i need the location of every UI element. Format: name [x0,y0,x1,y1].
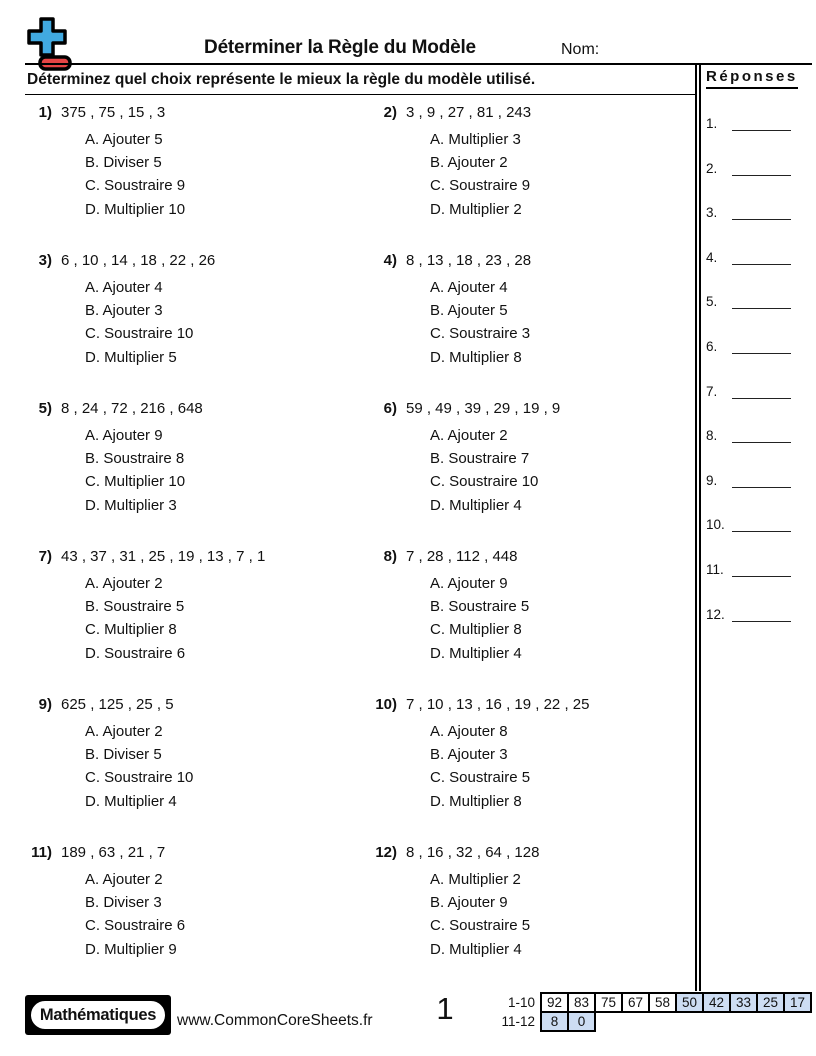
answer-option: C. Soustraire 5 [430,769,531,787]
question-options [430,720,700,813]
answer-slot [706,384,791,399]
question-sequence: 59 , 49 , 39 , 29 , 19 , 9 [406,400,561,417]
answer-number: 5. [706,294,718,310]
answer-option: D. Multiplier 8 [430,348,522,366]
answer-option: C. Multiplier 8 [430,621,522,639]
question-number: 7) [38,548,52,565]
question-number: 6) [383,400,397,417]
answer-option: D. Multiplier 5 [85,348,177,366]
answer-option: B. Soustraire 7 [430,450,530,468]
question-block [25,400,355,517]
question-block [370,400,700,517]
score-cell: 75 [595,993,622,1012]
answer-number: 7. [706,383,718,399]
answer-option: D. Multiplier 10 [85,200,186,218]
answer-number: 11. [706,562,724,577]
answer-blank-line[interactable] [732,428,791,443]
answers-heading: Réponses [706,68,798,89]
answer-blank-line[interactable] [732,473,791,488]
score-cell: 25 [757,993,784,1012]
answer-blank-line[interactable] [732,562,791,577]
question-options [430,572,700,665]
question-block [370,844,700,961]
answer-slot [706,116,791,131]
answer-number: 3. [706,205,718,221]
answer-option: B. Ajouter 3 [430,746,508,764]
answer-option: C. Multiplier 10 [85,473,186,491]
question-sequence: 625 , 125 , 25 , 5 [61,696,174,713]
score-cell: 0 [568,1012,595,1031]
answer-option: C. Soustraire 3 [430,325,531,343]
question-number: 12) [375,844,397,861]
answer-blank-line[interactable] [732,339,791,354]
score-range-label: 1-10 [507,995,535,1010]
question-options [430,424,700,517]
question-number: 5) [38,400,52,417]
answer-slot [706,205,791,220]
answer-blank-line[interactable] [732,384,791,399]
answer-slot [706,428,791,443]
question-number: 8) [383,548,397,565]
answer-number: 4. [706,249,718,265]
answer-option: A. Multiplier 2 [430,871,521,888]
score-cell: 67 [622,993,649,1012]
answer-option: D. Multiplier 3 [85,496,177,514]
answer-slot [706,161,791,176]
answer-option: A. Ajouter 4 [430,279,508,296]
answer-option: A. Multiplier 3 [430,131,521,148]
question-sequence: 7 , 10 , 13 , 16 , 19 , 22 , 25 [406,696,590,713]
answer-option: C. Soustraire 6 [85,917,186,935]
answer-blank-line[interactable] [732,161,791,176]
question-sequence: 375 , 75 , 15 , 3 [61,104,166,121]
question-number: 4) [383,252,397,269]
page-title: Déterminer la Règle du Modèle [204,37,476,58]
answer-option: D. Multiplier 9 [85,940,177,958]
answer-option: A. Ajouter 8 [430,723,508,740]
answer-slot [706,473,791,488]
answer-option: A. Ajouter 9 [430,575,508,592]
answer-number: 12. [706,606,725,622]
answer-option: B. Diviser 5 [85,154,162,172]
question-sequence: 8 , 16 , 32 , 64 , 128 [406,844,540,861]
question-sequence: 8 , 13 , 18 , 23 , 28 [406,252,532,269]
question-number: 3) [38,252,52,269]
question-sequence: 43 , 37 , 31 , 25 , 19 , 13 , 7 , 1 [61,548,266,565]
question-sequence: 6 , 10 , 14 , 18 , 22 , 26 [61,252,216,269]
name-label: Nom: [561,41,600,58]
score-grid [501,992,812,1032]
answer-option: D. Multiplier 4 [430,644,522,662]
answer-blank-line[interactable] [732,294,791,309]
answer-slot [706,294,791,309]
question-options [430,276,700,369]
answer-option: B. Ajouter 5 [430,302,508,320]
question-block [370,696,700,813]
answer-option: C. Soustraire 10 [85,325,194,343]
answer-number: 1. [706,116,718,131]
answer-number: 8. [706,428,718,444]
header-divider [25,63,812,65]
answer-option: A. Ajouter 4 [85,279,163,296]
answer-blank-line[interactable] [732,116,791,131]
score-cell: 33 [730,993,757,1012]
question-block [25,548,355,665]
answer-option: D. Multiplier 4 [430,940,522,958]
question-options [85,128,355,221]
question-number: 9) [38,696,52,713]
brand-badge: Mathématiques [29,999,167,1031]
answer-number: 2. [706,160,718,176]
score-cell: 42 [703,993,730,1012]
question-number: 11) [31,844,52,861]
answer-blank-line[interactable] [732,517,791,532]
score-cell: 8 [541,1012,568,1031]
question-number: 2) [383,104,397,121]
score-cell: 17 [784,993,811,1012]
answer-option: C. Soustraire 10 [430,473,539,491]
question-block [25,696,355,813]
question-number: 1) [38,104,52,121]
answer-option: B. Ajouter 9 [430,894,508,912]
question-options [430,128,700,221]
answer-option: A. Ajouter 2 [85,871,163,888]
question-sequence: 189 , 63 , 21 , 7 [61,844,166,861]
question-block [25,844,355,961]
question-options [430,868,700,961]
answer-blank-line[interactable] [732,250,791,265]
question-options [85,572,355,665]
answer-option: A. Ajouter 2 [85,575,163,592]
answer-slot [706,607,791,622]
answer-option: A. Ajouter 9 [85,427,163,444]
answer-number: 6. [706,339,718,354]
question-options [85,424,355,517]
answer-number: 10. [706,517,725,533]
answer-option: B. Diviser 3 [85,894,162,912]
answer-option: C. Soustraire 10 [85,769,194,787]
question-block [370,104,700,221]
answer-option: D. Multiplier 8 [430,792,522,810]
score-cell: 50 [676,993,703,1012]
answer-slot [706,517,791,532]
answer-slot [706,339,791,354]
answer-option: D. Multiplier 2 [430,200,522,218]
brand-bar [25,995,171,1035]
page-number: 1 [436,991,454,1026]
instruction-text: Déterminez quel choix représente le mieux la règle du modèle utilisé. [27,71,536,88]
answer-option: B. Soustraire 5 [85,598,185,616]
answer-option: C. Soustraire 5 [430,917,531,935]
website-link[interactable]: www.CommonCoreSheets.fr [177,1012,373,1029]
score-cell: 92 [541,993,568,1012]
question-sequence: 3 , 9 , 27 , 81 , 243 [406,104,532,121]
question-block [370,252,700,369]
answer-option: B. Soustraire 5 [430,598,530,616]
answer-option: C. Soustraire 9 [430,177,531,195]
score-cell: 83 [568,993,595,1012]
answer-option: A. Ajouter 2 [85,723,163,740]
question-options [85,720,355,813]
answer-slot [706,250,791,265]
answer-option: A. Ajouter 5 [85,131,163,148]
answer-blank-line[interactable] [732,607,791,622]
answer-blank-line[interactable] [732,205,791,220]
answer-option: D. Soustraire 6 [85,644,186,662]
question-sequence: 8 , 24 , 72 , 216 , 648 [61,400,203,417]
commoncoresheets-logo-icon [24,16,86,77]
answer-option: C. Multiplier 8 [85,621,177,639]
question-number: 10) [375,696,397,713]
answer-number: 9. [706,472,718,488]
answer-option: A. Ajouter 2 [430,427,508,444]
question-options [85,868,355,961]
question-block [25,252,355,369]
answer-option: D. Multiplier 4 [430,496,522,514]
question-options [85,276,355,369]
question-sequence: 7 , 28 , 112 , 448 [406,548,518,565]
score-range-label: 11-12 [501,1014,535,1029]
question-block [370,548,700,665]
answer-option: B. Ajouter 2 [430,154,508,172]
answer-slot [706,562,791,577]
answer-option: B. Diviser 5 [85,746,162,764]
answer-option: B. Ajouter 3 [85,302,163,320]
question-block [25,104,355,221]
instruction-divider [25,94,697,95]
score-cell: 58 [649,993,676,1012]
answer-option: B. Soustraire 8 [85,450,185,468]
answer-option: C. Soustraire 9 [85,177,186,195]
answer-option: D. Multiplier 4 [85,792,177,810]
